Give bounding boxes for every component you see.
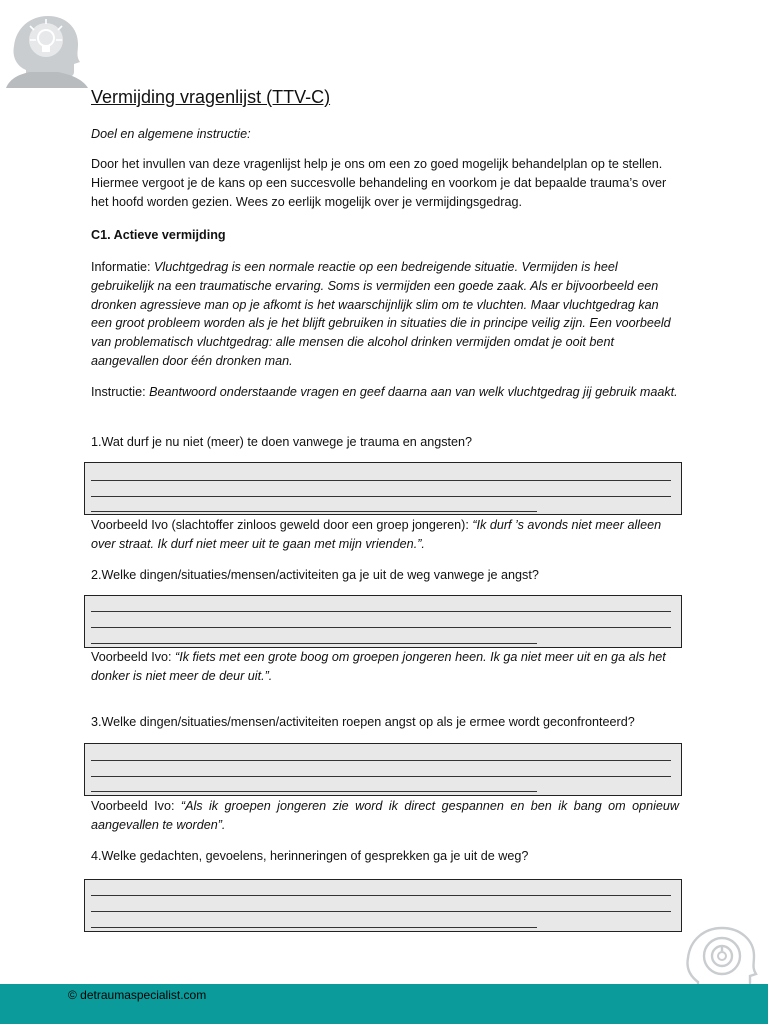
answer-field-2[interactable] — [84, 595, 682, 648]
footer-bar — [0, 984, 768, 1024]
intro-text: Door het invullen van deze vragenlijst help je ons om een zo goed mogelijk behandelplan op te stellen. Hiermee vergoot je de kans op een succesvolle behandeling en voorkom je dat bepaalde trauma’s over het hoofd worden gezien. Wees zo eerlijk mogelijk over je vermijdingsgedrag. — [91, 157, 667, 209]
example-text: “Ik fiets met een grote boog om groepen jongeren heen. Ik ga niet meer uit en ga als het donker is niet meer de deur uit.”. — [91, 650, 666, 683]
answer-line — [91, 480, 671, 481]
answer-line — [91, 496, 671, 497]
example-label: Voorbeeld Ivo (slachtoffer zinloos geweld door een groep jongeren): — [91, 518, 473, 532]
instruction-paragraph — [91, 383, 679, 402]
page-title: Vermijding vragenlijst (TTV-C) — [91, 87, 331, 107]
answer-field-1[interactable] — [84, 462, 682, 515]
answer-line — [91, 911, 671, 912]
answer-line — [91, 927, 537, 928]
question-1: 1.Wat durf je nu niet (meer) te doen vanwege je trauma en angsten? — [91, 435, 473, 449]
instruction-label: Instructie: — [91, 385, 150, 399]
question-2: 2.Welke dingen/situaties/mensen/activiteiten ga je uit de weg vanwege je angst? — [91, 568, 539, 582]
answer-line — [91, 760, 671, 761]
example-3 — [91, 797, 679, 835]
answer-field-4[interactable] — [84, 879, 682, 932]
answer-line — [91, 611, 671, 612]
example-1 — [91, 516, 679, 554]
info-text: Vluchtgedrag is een normale reactie op een bedreigende situatie. Vermijden is heel gebruikelijk na een traumatische ervaring. Soms is vermijden een goede zaak. Als er bijvoorbeeld een dronken agressieve man op je afkomt is het waarschijnlijk slim om te vluchten. Maar vluchtgedrag kan een groot probleem worden als je het blijft gebruiken in situaties die in principe veilig zijn. Een voorbeeld van problematisch vluchtgedrag: alle mensen die alcohol drinken vermijden omdat je ooit bent aangevallen door één dronken man. — [91, 260, 671, 368]
example-text: “Ik durf ’s avonds niet meer alleen over straat. Ik durf niet meer uit te gaan met mijn vrienden.”. — [91, 518, 662, 551]
answer-line — [91, 895, 671, 896]
head-lightbulb-logo-icon — [6, 10, 88, 88]
footer-copyright: © detraumaspecialist.com — [68, 988, 207, 1002]
answer-line — [91, 627, 671, 628]
answer-line — [91, 791, 537, 792]
example-label: Voorbeeld Ivo: — [91, 799, 181, 813]
question-3: 3.Welke dingen/situaties/mensen/activiteiten roepen angst op als je ermee wordt geconfronteerd? — [91, 715, 635, 729]
info-paragraph — [91, 258, 679, 371]
answer-line — [91, 511, 537, 512]
example-2 — [91, 648, 679, 686]
answer-line — [91, 776, 671, 777]
example-label: Voorbeeld Ivo: — [91, 650, 176, 664]
info-label: Informatie: — [91, 260, 154, 274]
intro-heading: Doel en algemene instructie: — [91, 127, 251, 141]
section-heading: C1. Actieve vermijding — [91, 228, 226, 242]
question-4: 4.Welke gedachten, gevoelens, herinneringen of gesprekken ga je uit de weg? — [91, 849, 529, 863]
answer-field-3[interactable] — [84, 743, 682, 796]
example-text: “Als ik groepen jongeren zie word ik direct gespannen en ben ik bang om opnieuw aangevallen te worden”. — [91, 799, 679, 832]
answer-line — [91, 643, 537, 644]
instruction-text: Beantwoord onderstaande vragen en geef daarna aan van welk vluchtgedrag jij gebruik maakt. — [149, 385, 678, 399]
